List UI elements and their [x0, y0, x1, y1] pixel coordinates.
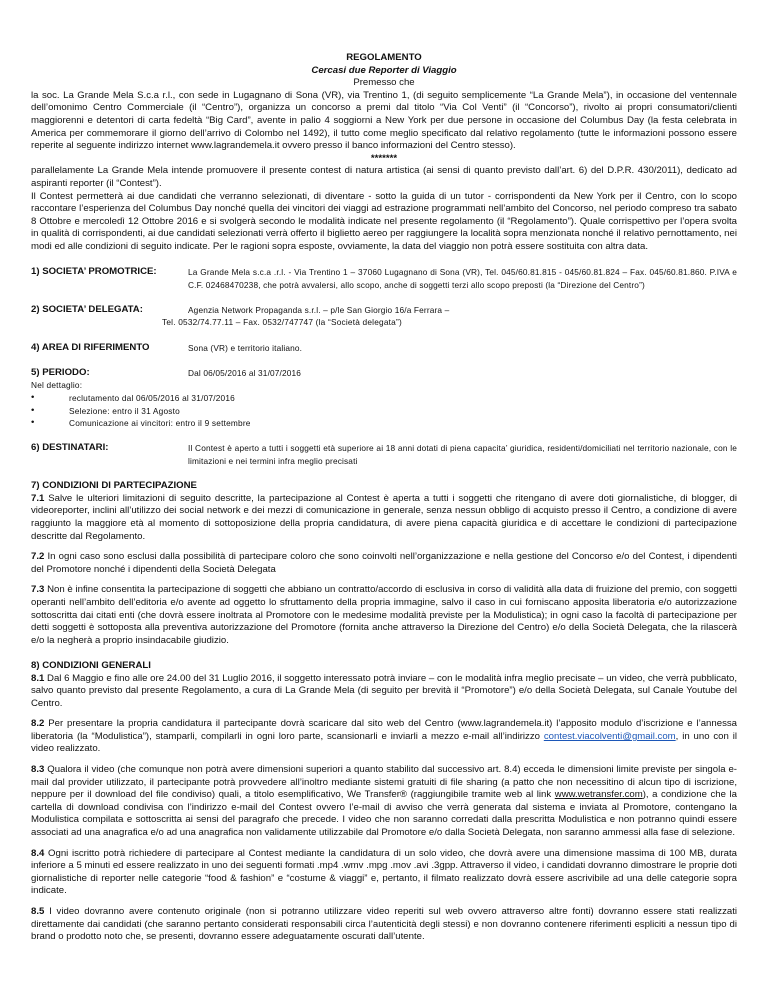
- clause-8-4: Ogni iscritto potrà richiedere di partecipare al Contest mediante la candidatura di un solo video, che dovrà avere una dimensione massima di 100 MB, durata inferiore a 5 minuti ed essere realizzato in uno dei seguenti formati .mp4 .wmv .mpg .mov .avi .3gpp. Attraverso il video, i candidati dovranno dimostrare le proprie doti giornalistiche di reporter nelle categorie “food & fashion” e “costume & viaggi” e, pertanto, il filmato realizzato dovrà essere ascrivibile ad una delle categorie sopra indicate.: [31, 847, 738, 897]
- clause-number: 8.4: [31, 847, 45, 859]
- periodo-row: [31, 367, 737, 380]
- clause-7-2: In ogni caso sono esclusi dalla possibilità di partecipare coloro che sono coinvolti nell’organizzazione e nella gestione del Concorso e/o del Contest, i dipendenti del Promotore nonché i dipendenti della Società Delegata: [31, 551, 737, 575]
- list-item: [31, 392, 737, 405]
- bullet-mark: •: [31, 404, 35, 416]
- destinatari-row: [31, 442, 737, 467]
- bullet-text: Selezione: entro il 31 Agosto: [69, 405, 180, 416]
- clause-8-3-text: Qualora il video (che comunque non potrà avere dimensioni superiori a quanto stabilito dal successivo art. 8.4) ecceda le dimensioni limite previste per singola e-mail dal provider utilizzato, il partecipante potrà provvedere all’inoltro mediante sistemi gratuiti di file sharing (a patto che non necessitino di alcun tipo di iscrizione, neppure per il download del file condiviso) quali, a titolo esemplificativo, We Transfer® (raggiungibile tramite web al link: [31, 764, 737, 801]
- clause-7-3: Non è infine consentita la partecipazione di soggetti che abbiano un contratto/accordo di esclusiva in corso di validità alla data di fruizione del premio, con soggetti operanti nell’ambito dell’editoria e/o avente ad oggetto lo sfruttamento della propria immagine, salvo il caso in cui forniscano apposita liberatoria e/o autorizzazione sottoscritta dai citati enti (che dovrà essere inoltrata al Promotore con le medesime modalità previste per la Modulistica); in ogni caso la facoltà di partecipazione per detti soggetti è sottoposta alla preventiva autorizzazione del Promotore (fornita anche attraverso la Direzione del Centro) e/o della Società Delegata, che la rilascerà e/o la negherà a proprio insindacabile giudizio.: [31, 584, 737, 646]
- list-item: [31, 417, 737, 430]
- document-subtitle: Cercasi due Reporter di Viaggio: [311, 64, 457, 76]
- clause-number: 8.5: [31, 906, 45, 917]
- clause-8-2-tail: , in uno con il video realizzato.: [31, 730, 737, 755]
- promotrice-row: [31, 266, 737, 291]
- promotrice-label: 1) SOCIETA’ PROMOTRICE:: [31, 266, 157, 278]
- clause-8-5: I video dovranno avere contenuto originale (non si potranno utilizzare video reperiti sul web ovvero attraverso altre fonti) dovranno essere stati realizzati direttamente dai candidati (che saranno pertanto considerati responsabili circa l’autenticità degli stessi) e non dovranno contenere riferimenti espliciti a nessun tipo di brand o prodotto noto che, se presenti, dovranno essere adeguatamente oscurati dall’utente.: [31, 906, 737, 943]
- bullet-text: reclutamento dal 06/05/2016 al 31/07/2016: [69, 393, 235, 404]
- bullet-mark: •: [31, 417, 35, 429]
- premise-line: Premesso che: [353, 77, 415, 89]
- clause-number: 8.1: [31, 672, 45, 684]
- section-7-title: 7) CONDIZIONI DI PARTECIPAZIONE: [31, 480, 197, 492]
- clause-number: 7.3: [31, 584, 45, 596]
- contest-paragraph: parallelamente La Grande Mela intende promuovere il presente contest di natura artistica (ai sensi di quanto previsto dall’art. 6) del D.P.R. 430/2011), dedicato ad aspiranti reporter (il “Contest”).: [31, 165, 737, 189]
- dettaglio-label: Nel dettaglio:: [31, 380, 83, 391]
- document-page: [31, 52, 737, 944]
- clause-number: 8.3: [31, 764, 45, 776]
- delegata-value-line2: Tel. 0532/74.77.11 – Fax. 0532/747747 (la “Società delegata”): [162, 317, 402, 328]
- delegata-row: [31, 304, 737, 317]
- list-item: [31, 405, 737, 418]
- periodo-label: 5) PERIODO:: [31, 366, 90, 378]
- intro-paragraph: la soc. La Grande Mela S.c.a r.l., con sede in Lugagnano di Sona (VR), via Trentino 1, (di seguito semplicemente “La Grande Mela”), in occasione del ventennale dell’omonimo Centro Commerciale (il “Centro”), organizza un concorso a premi dal titolo “Via Col Venti” (il “Concorso”), rivolto ai propri consumatori/clienti maggiorenni e detentori di carta fedeltà “Big Card”, avente in palio 4 soggiorni a New York per due persone in occasione del Columbus Day (la festa celebrata in America per commemorare il giorno dell’arrivo di Colombo nel 1492), il tutto come meglio specificato dal relativo regolamento (tutte le informazioni possono essere reperite al seguente indirizzo internet www.lagrandemela.it ovvero presso il banco informazioni del Centro stesso).: [31, 89, 737, 152]
- clause-8-2-text: Per presentare la propria candidatura il partecipante dovrà scaricare dal sito web del Centro (www.lagrandemela.it) l’apposito modulo d’iscrizione e l’annessa liberatoria (la “Modulistica”), stamparli, compilarli in ogni loro parte, scansionarli e inviarli a mezzo e-mail all’indirizzo: [31, 718, 737, 742]
- clause-8-1: Dal 6 Maggio e fino alle ore 24.00 del 31 Luglio 2016, il soggetto interessato potrà inviare – con le modalità infra meglio precisate – un video, che verrà pubblicato, salvo quanto previsto dal presente Regolamento, a cura di La Grande Mela (di seguito per brevità il “Promotore”) e/o della Società Delegata, sul Canale Youtube del Centro.: [31, 672, 737, 709]
- promotrice-value: La Grande Mela s.c.a .r.l. - Via Trentino 1 – 37060 Lugagnano di Sona (VR), Tel. 045/60.81.815 - 045/60.81.824 – Fax. 045/60.81.860. P.IVA e C.F. 02468470238, che potrà avvalersi, allo scopo, anche di soggetti terzi allo scopo preposti (la “Direzione del Centro”): [188, 267, 737, 290]
- clause-7-1: Salve le ulteriori limitazioni di seguito descritte, la partecipazione al Contest è aperta a tutti i soggetti che ritengano di avere doti giornalistiche, di blogger, di videoreporter, inclini all’utilizzo dei social network e dei mezzi di comunicazione in generale, senza nessun obbligo di acquisto presso il Centro, a condizione di avere raggiunto la maggiore età al momento di sottoposizione della propria candidatura, di avere piena capacità giuridica e di accettare le condizioni di partecipazione descritte dal Regolamento.: [31, 492, 737, 542]
- destinatari-value: Il Contest è aperto a tutti i soggetti età superiore ai 18 anni dotati di piena capacita’ giuridica, residenti/domiciliati nel territorio nazionale, con le limitazioni e nei termini infra meglio precisati: [188, 443, 737, 466]
- bullet-mark: •: [31, 392, 35, 404]
- delegata-value-line1: Agenzia Network Propaganda s.r.l. – p/le San Giorgio 16/a Ferrara –: [188, 304, 450, 315]
- stars-separator: *******: [370, 152, 398, 164]
- destinatari-label: 6) DESTINATARI:: [31, 442, 109, 454]
- contest-description-paragraph: Il Contest permetterà ai due candidati che verranno selezionati, di diventare - sotto la guida di un tutor - corrispondenti da New York per il Centro, con lo scopo raccontare l’esperienza del Columbus Day nonché quella dei vincitori dei viaggi ad estrazione programmati nell’ambito del Concorso, nel periodo compreso tra sabato 8 Ottobre e mercoledì 12 Ottobre 2016 e si svolgerà secondo le modalità indicate nel presente regolamento (il “Regolamento”). Quale corrispettivo per l’opera svolta in qualità di corrispondenti, ai due candidati selezionati verrà offerto il biglietto aereo per raggiungere la località sopra menzionata nonché il relativo pernottamento, nei modi ed alle condizioni di seguito indicate. Per le ragioni sopra esposte, ovviamente, la data del viaggio non potrà essere sostituita con altra data.: [31, 190, 737, 252]
- area-value: Sona (VR) e territorio italiano.: [188, 342, 303, 353]
- periodo-value: Dal 06/05/2016 al 31/07/2016: [188, 367, 302, 378]
- clause-number: 7.1: [31, 492, 45, 504]
- bullet-text: Comunicazione ai vincitori: entro il 9 settembre: [69, 418, 251, 429]
- section-8-title: 8) CONDIZIONI GENERALI: [31, 659, 151, 671]
- clause-number: 7.2: [31, 551, 45, 563]
- clause-number: 8.2: [31, 718, 45, 730]
- wetransfer-link[interactable]: www.wetransfer.com: [554, 789, 643, 801]
- clause-8-3-tail: ), a condizione che la cartella di download condivisa con l’indirizzo e-mail del Contest ovvero l’e-mail di avviso che verrà generata dal sistema e inviata al Promotore, contengano la Modulistica compilata e sottoscritta ai sensi del paragrafo che precede. I video che non saranno corredati dalla prescritta Modulistica e non potranno quindi essere associati ad una anagrafica e/o ad una anagrafica non validamente utilizzabile dal Promotore e/o dalla Società Delegata, non saranno ammessi alla fase di selezione.: [31, 789, 737, 839]
- area-row: [31, 342, 737, 355]
- delegata-label: 2) SOCIETA’ DELEGATA:: [31, 303, 143, 315]
- area-label: 4) AREA DI RIFERIMENTO: [31, 341, 150, 353]
- document-title: REGOLAMENTO: [346, 52, 422, 63]
- contest-email-link[interactable]: contest.viacolventi@gmail.com: [543, 730, 676, 742]
